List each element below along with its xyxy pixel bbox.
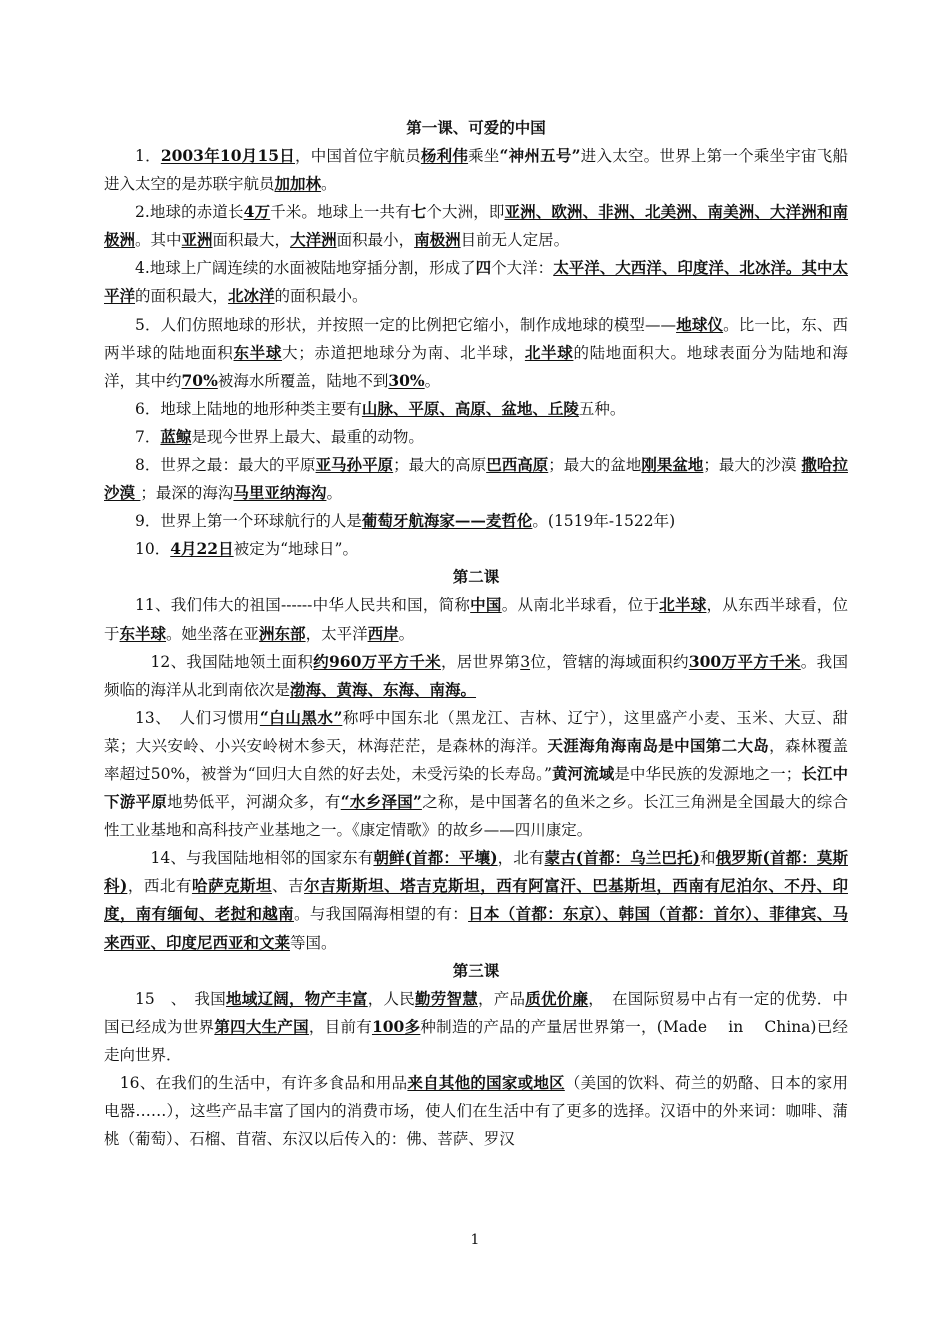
text-run: 。她坐落在亚 <box>166 624 260 643</box>
section-title: 第三课 <box>452 960 500 980</box>
text-run: ；最深的海沟 <box>140 484 234 503</box>
text-run: 千米。地球上一共有 <box>270 203 411 222</box>
key-term: 洲东部 <box>259 623 306 643</box>
text-run: 是现今世界上最大、最重的动物。 <box>191 427 424 446</box>
document-page <box>104 114 848 1153</box>
text-run: 。(1519年-1522年) <box>532 512 676 531</box>
key-term: 2003年10月15日 <box>160 146 295 165</box>
text-run: 位，管辖的海域面积约 <box>530 652 689 671</box>
paragraph <box>104 198 848 254</box>
key-term: 亚洲、欧洲、非洲、北美洲、南美洲、大洋洲和南极洲 <box>104 202 848 250</box>
key-term: 北半球 <box>524 342 574 362</box>
text-run: ，中国首位宇航员 <box>295 147 421 165</box>
key-term: 100多 <box>371 1016 421 1036</box>
key-term: 黄河流域 <box>551 763 615 783</box>
key-term: 日本（首都：东京）、韩国（首都：首尔）、菲律宾、马来西亚、印度尼西亚和文莱 <box>104 904 848 952</box>
key-term: 中国 <box>470 595 502 615</box>
key-term: 北冰洋 <box>228 286 275 306</box>
text-run: 的面积最小。 <box>274 287 368 306</box>
text-run: 。 <box>398 624 415 643</box>
key-term: 质优价廉 <box>525 988 589 1008</box>
text-run: 6．地球上陆地的地形种类主要有 <box>135 399 362 418</box>
key-term: 东半球 <box>233 342 283 362</box>
key-term: 长江中下游平原 <box>104 763 848 812</box>
section-title: 第二课 <box>452 567 500 587</box>
text-run: ，太平洋 <box>305 624 368 643</box>
key-term: 亚洲 <box>181 230 213 250</box>
text-run: 目前无人定居。 <box>460 231 570 250</box>
text-run: 五种。 <box>578 399 626 418</box>
text-run: ；最大的盆地 <box>548 456 642 475</box>
text-run: 乘坐 <box>468 147 500 165</box>
text-run: 和 <box>699 849 716 868</box>
paragraph <box>104 844 848 956</box>
key-term: 撒哈拉沙漠 <box>104 455 848 503</box>
paragraph <box>104 1069 848 1153</box>
key-term: 70% <box>181 370 218 390</box>
text-run: 5．人们仿照地球的形状，并按照一定的比例把它缩小，制作成地球的模型—— <box>135 315 677 334</box>
text-run: 被定为“地球日”。 <box>233 540 358 559</box>
key-term: 太平洋、大西洋、印度洋、北冰洋。其中太平洋 <box>104 258 848 306</box>
text-run: 称呼中国东北（黑龙江、吉林、辽宁），这里盛产小麦、玉米、大豆、甜菜；大兴安岭、小兴安岭树木参天，林海茫茫，是森林的海洋。 <box>104 708 848 755</box>
key-term: 3 <box>520 652 531 671</box>
key-term: 杨利伟 <box>420 146 469 165</box>
key-term: 刚果盆地 <box>641 455 704 475</box>
key-term: 东半球 <box>119 623 167 643</box>
key-term: 四 <box>475 258 492 278</box>
key-term: 葡萄牙航海家——麦哲伦 <box>361 511 533 531</box>
text-run: 4.地球上广阔连续的水面被陆地穿插分割，形成了 <box>135 259 476 278</box>
text-run: 之称，是中国著名的鱼米之乡。长江三角洲是全国最大的综合性工业基地和高科技产业基地之一。《康定情歌》的故乡——四川康定。 <box>104 793 848 840</box>
text-run: 。其中 <box>135 231 182 250</box>
text-run: 14、与我国陆地相邻的国家东有 <box>150 849 374 868</box>
paragraph <box>104 507 848 535</box>
text-run: 个大洲，即 <box>426 203 505 222</box>
key-term: 来自其他的国家或地区 <box>407 1072 565 1092</box>
text-run: 种制造的产品的产量居世界第一，(Made in China)已经走向世界． <box>104 1017 848 1064</box>
key-term: 天涯海角海南岛是中国第二大岛 <box>547 735 770 755</box>
text-run: ，森林覆盖率超过50%，被誉为“回归大自然的好去处，未受污染的长寿岛。” <box>104 736 848 783</box>
text-run: ，人民 <box>367 989 415 1008</box>
key-term: 西岸 <box>367 623 399 643</box>
key-term: 加加林 <box>274 174 322 194</box>
text-run: 16、在我们的生活中，有许多食品和用品 <box>104 1073 408 1092</box>
key-term: 亚马孙平原 <box>315 455 394 475</box>
text-run: 8．世界之最：最大的平原 <box>135 456 316 475</box>
key-term: 蓝鲸 <box>160 426 192 446</box>
key-term: 勤劳智慧 <box>414 988 478 1008</box>
text-run: ，居世界第 <box>440 652 521 671</box>
text-run: 等国。 <box>290 933 337 952</box>
paragraph <box>104 311 848 395</box>
text-run: ，北有 <box>497 849 545 868</box>
text-run: （美国的饮料、荷兰的奶酪、日本的家用电器……），这些产品丰富了国内的消费市场，使人们在生活中有了更多的选择。汉语中的外来词：咖啡、蒲桃（葡萄）、石榴、苜蓿、东汉以后传入的：佛、菩萨、罗汉 <box>104 1073 848 1149</box>
paragraph <box>104 395 848 423</box>
text-run: 被海水所覆盖，陆地不到 <box>217 371 389 390</box>
text-run: 大；赤道把地球分为南、北半球， <box>282 343 525 362</box>
key-term: 大洋洲 <box>290 230 337 250</box>
text-run: 的面积最大， <box>135 287 229 306</box>
text-run: 2.地球的赤道长 <box>135 203 244 222</box>
key-term: 尔吉斯斯坦、塔吉克斯坦，西有阿富汗、巴基斯坦，西南有尼泊尔、不丹、印度，南有缅甸、老挝和越南 <box>104 876 848 924</box>
text-run: 10． <box>135 540 171 559</box>
key-term: 第四大生产国 <box>214 1016 309 1036</box>
key-term: 朝鲜(首都：平壤) <box>373 848 498 868</box>
key-term: “白山黑水” <box>259 707 343 727</box>
key-term: 蒙古(首都：乌兰巴托) <box>544 848 700 868</box>
text-run: 面积最小， <box>336 231 415 250</box>
key-term: 约960万平方千米 <box>313 651 441 671</box>
key-term: 30% <box>388 370 425 390</box>
key-term: 地域辽阔，物产丰富 <box>225 988 368 1008</box>
text-run: ，产品 <box>477 989 526 1008</box>
text-run: 、吉 <box>272 877 305 896</box>
page-number: 1 <box>470 1232 480 1248</box>
text-run: 1． <box>135 147 161 165</box>
paragraph <box>104 142 848 198</box>
text-run: 13、 人们习惯用 <box>135 708 260 727</box>
paragraph <box>104 423 848 451</box>
key-term: 七 <box>410 202 427 222</box>
text-run: ，西北有 <box>127 877 192 896</box>
text-run: ；最大的高原 <box>393 456 487 475</box>
text-run: 进入太空。世界上第一个乘坐宇宙飞船进入太空的是苏联宇航员 <box>104 147 848 194</box>
paragraph <box>104 535 848 563</box>
key-term: 北半球 <box>659 595 707 615</box>
paragraph <box>104 985 848 1069</box>
key-term: 地球仪 <box>676 314 724 334</box>
text-run: 15 、 我国 <box>135 989 226 1008</box>
text-run: 11、我们伟大的祖国------中华人民共和国，简称 <box>135 596 471 615</box>
key-term: 山脉、平原、高原、盆地、丘陵 <box>361 398 579 418</box>
text-run: ，从东西半球看，位于 <box>104 596 848 643</box>
text-run: 12、我国陆地领土面积 <box>150 652 314 671</box>
text-run: 。 <box>424 371 441 390</box>
text-run: 的陆地面积大。地球表面分为陆地和海洋，其中约 <box>104 343 848 390</box>
paragraph <box>104 254 848 310</box>
text-run: 。我国频临的海洋从北到南依次是 <box>104 652 848 699</box>
text-run: 。与我国隔海相望的有： <box>293 905 469 924</box>
paragraph <box>104 704 848 844</box>
key-term: “水乡泽国” <box>340 792 422 812</box>
key-term: 渤海、黄海、东海、南海。 <box>290 679 477 699</box>
text-run: 个大洋： <box>491 259 554 278</box>
section-title: 第一课、可爱的中国 <box>406 118 546 137</box>
text-run: 地势低平，河湖众多，有 <box>167 793 341 812</box>
key-term: 哈萨克斯坦 <box>191 876 273 896</box>
text-run: 面积最大， <box>212 231 291 250</box>
key-term: 4万 <box>243 202 271 222</box>
text-run: 7． <box>135 427 161 446</box>
text-run: ，目前有 <box>308 1017 372 1036</box>
text-run: 。比一比，东、西两半球的陆地面积 <box>104 315 848 362</box>
paragraph <box>104 648 848 704</box>
key-term: 马里亚纳海沟 <box>233 483 327 503</box>
key-term: 南极洲 <box>414 230 461 250</box>
text-run: ；最大的沙漠 <box>703 456 802 475</box>
text-run: 。 <box>326 484 342 503</box>
key-term: “神州五号” <box>499 146 581 165</box>
key-term: 巴西高原 <box>486 455 549 475</box>
paragraph <box>104 591 848 647</box>
text-run: 。 <box>321 175 337 194</box>
key-term: 俄罗斯(首都：莫斯科) <box>104 848 848 896</box>
key-term: 4月22日 <box>170 539 234 559</box>
text-run: 9．世界上第一个环球航行的人是 <box>135 512 362 531</box>
key-term: 300万平方千米 <box>688 651 801 671</box>
text-run: 是中华民族的发源地之一； <box>614 764 802 783</box>
text-run: ， 在国际贸易中占有一定的优势．中国已经成为世界 <box>104 989 848 1036</box>
text-run: 。从南北半球看，位于 <box>501 596 660 615</box>
paragraph <box>104 451 848 507</box>
